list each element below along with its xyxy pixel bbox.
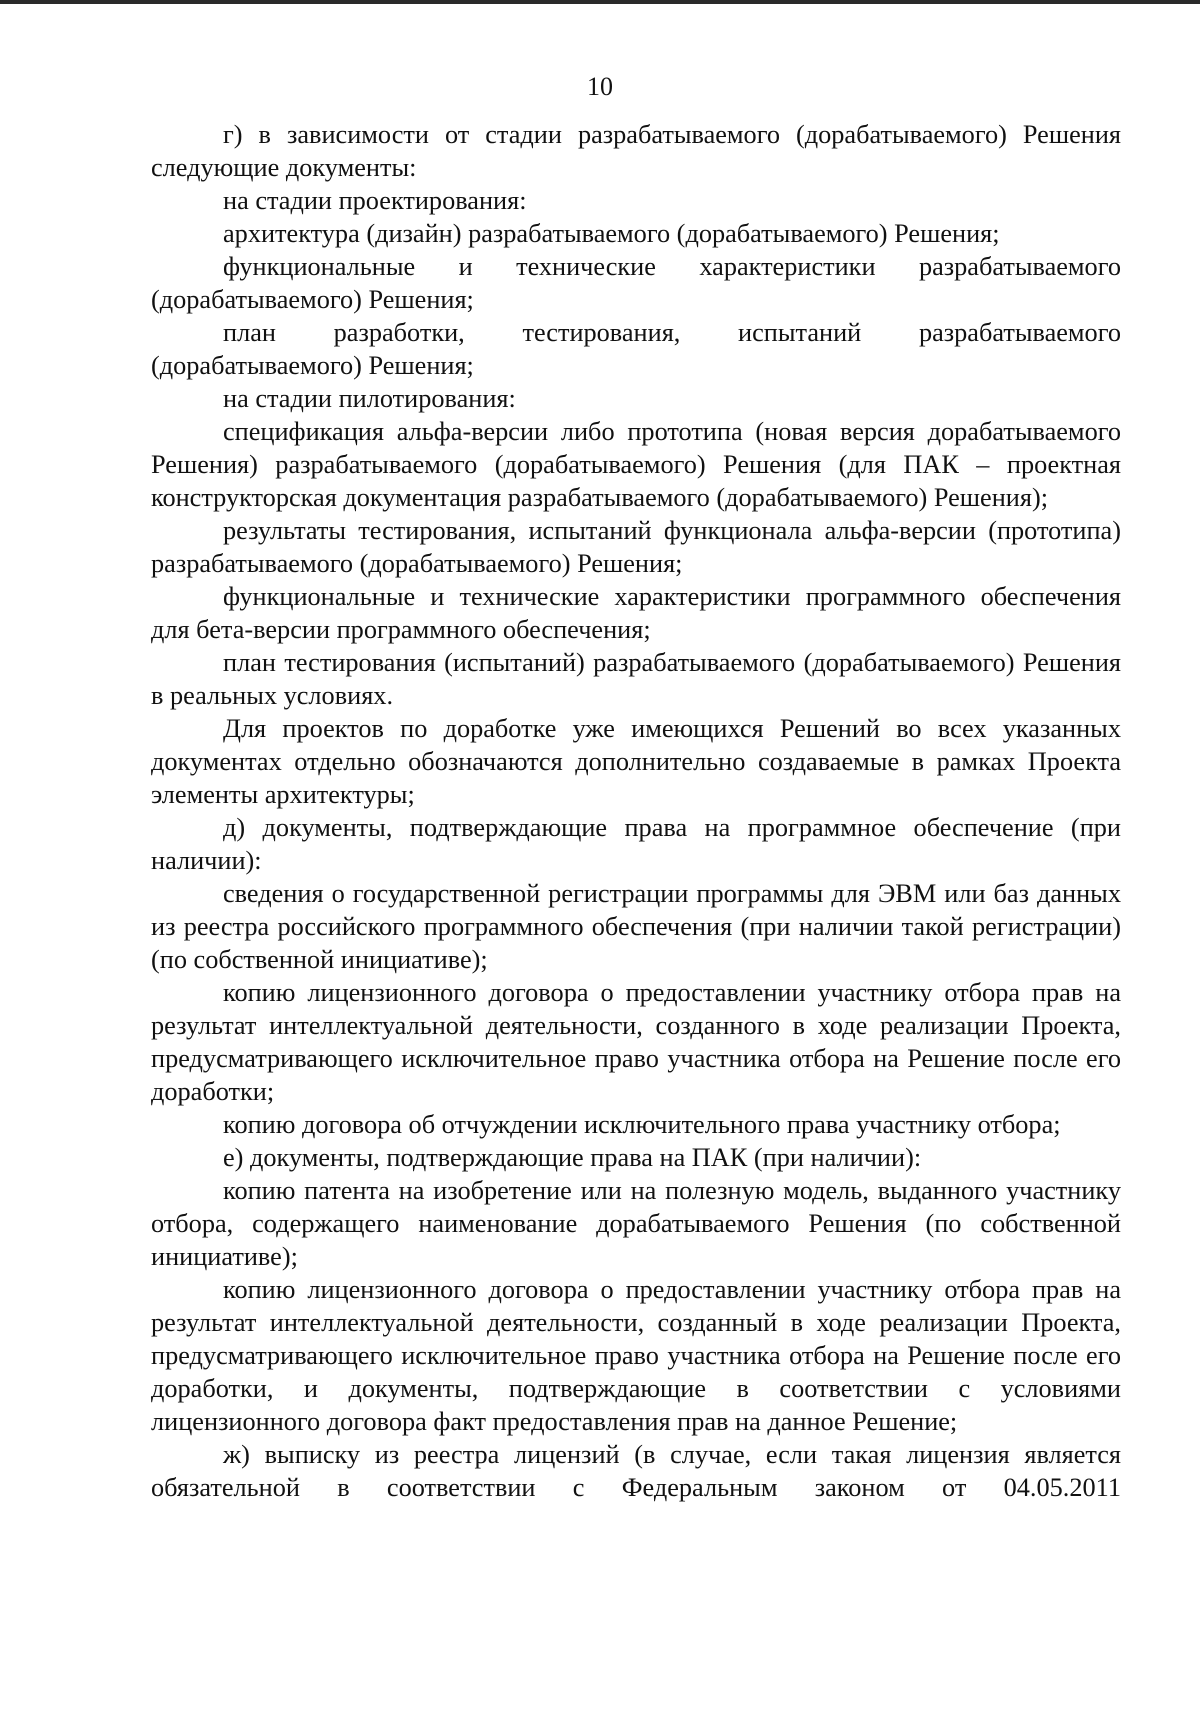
paragraph: д) документы, подтверждающие права на программное обеспечение (при наличии): bbox=[151, 813, 1121, 875]
scan-top-border bbox=[0, 0, 1200, 4]
paragraph: функциональные и технические характеристики разрабатываемого (дорабатываемого) Решения; bbox=[151, 252, 1121, 314]
document-body bbox=[151, 118, 1121, 1504]
paragraph: копию лицензионного договора о предоставлении участнику отбора прав на результат интеллектуальной деятельности, созданного в ходе реализации Проекта, предусматривающего исключительное право участника отбора на Решение после его доработки; bbox=[151, 978, 1121, 1106]
paragraph: архитектура (дизайн) разрабатываемого (дорабатываемого) Решения; bbox=[223, 219, 1000, 248]
paragraph: сведения о государственной регистрации программы для ЭВМ или баз данных из реестра российского программного обеспечения (при наличии такой регистрации) (по собственной инициативе); bbox=[151, 879, 1121, 974]
paragraph: копию договора об отчуждении исключительного права участнику отбора; bbox=[223, 1110, 1061, 1139]
paragraph: на стадии проектирования: bbox=[223, 186, 527, 215]
paragraph: спецификация альфа-версии либо прототипа (новая версия дорабатываемого Решения) разрабатываемого (дорабатываемого) Решения (для ПАК – проектная конструкторская документация разрабатываемого (дорабатываемого) Решения); bbox=[151, 417, 1121, 512]
paragraph: план разработки, тестирования, испытаний разрабатываемого (дорабатываемого) Решения; bbox=[151, 318, 1121, 380]
paragraph: копию лицензионного договора о предоставлении участнику отбора прав на результат интеллектуальной деятельности, созданный в ходе реализации Проекта, предусматривающего исключительное право участника отбора на Решение после его доработки, и документы, подтверждающие в соответствии с условиями лицензионного договора факт предоставления прав на данное Решение; bbox=[151, 1275, 1121, 1436]
paragraph: результаты тестирования, испытаний функционала альфа-версии (прототипа) разрабатываемого (дорабатываемого) Решения; bbox=[151, 516, 1121, 578]
paragraph: функциональные и технические характеристики программного обеспечения для бета-версии программного обеспечения; bbox=[151, 582, 1121, 644]
paragraph: план тестирования (испытаний) разрабатываемого (дорабатываемого) Решения в реальных условиях. bbox=[151, 648, 1121, 710]
paragraph: е) документы, подтверждающие права на ПАК (при наличии): bbox=[223, 1143, 922, 1172]
paragraph: ж) выписку из реестра лицензий (в случае, если такая лицензия является обязательной в соответствии с Федеральным законом от 04.05.2011 bbox=[151, 1440, 1121, 1502]
page-number: 10 bbox=[587, 72, 613, 101]
paragraph: Для проектов по доработке уже имеющихся Решений во всех указанных документах отдельно обозначаются дополнительно создаваемые в рамках Проекта элементы архитектуры; bbox=[151, 714, 1121, 809]
paragraph: г) в зависимости от стадии разрабатываемого (дорабатываемого) Решения следующие документы: bbox=[151, 120, 1121, 182]
paragraph: на стадии пилотирования: bbox=[223, 384, 516, 413]
paragraph: копию патента на изобретение или на полезную модель, выданного участнику отбора, содержащего наименование дорабатываемого Решения (по собственной инициативе); bbox=[151, 1176, 1121, 1271]
